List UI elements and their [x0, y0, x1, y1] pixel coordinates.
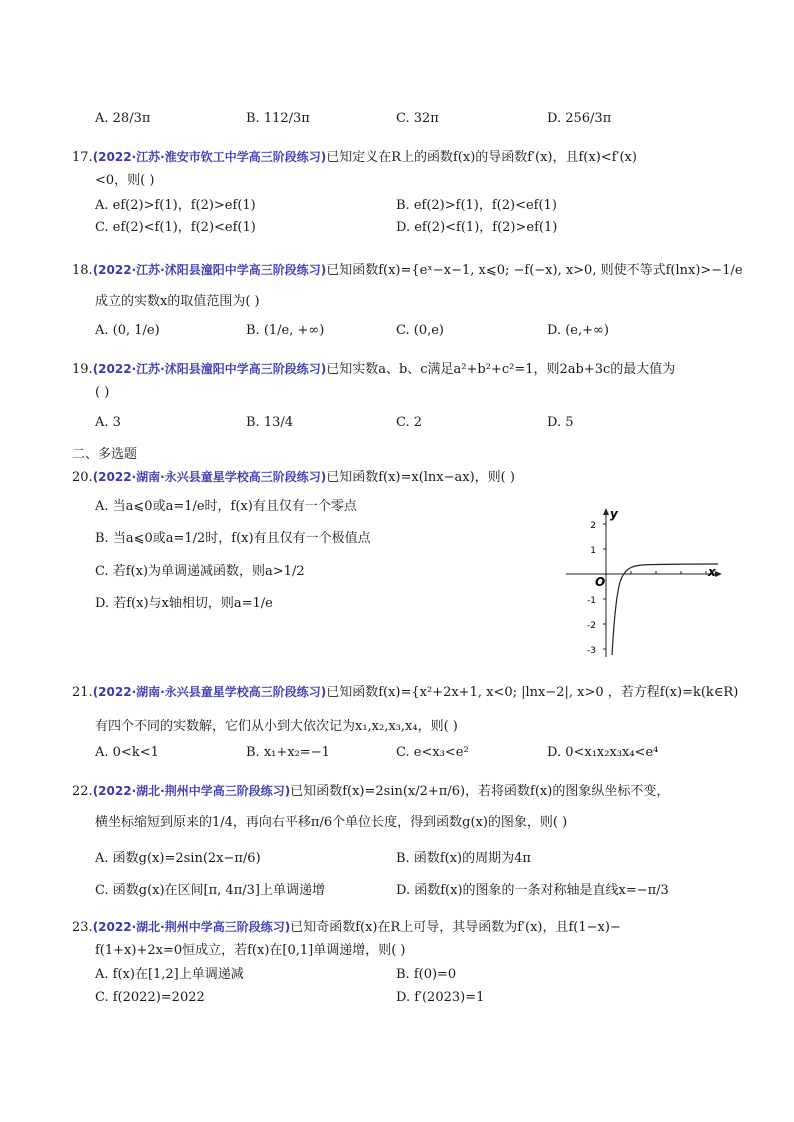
option-c: C. 若f(x)为单调递减函数，则a>1/2 — [95, 564, 305, 579]
tick-label: -3 — [587, 646, 596, 656]
question-22-line2: 横坐标缩短到原来的1/4，再向右平移π/6个单位长度，得到函数g(x)的图象，则( ) — [95, 815, 568, 830]
question-21-line2: 有四个不同的实数解，它们从小到大依次记为x₁,x₂,x₃,x₄，则( ) — [95, 719, 458, 734]
question-source: (2022·江苏·淮安市钦工中学高三阶段练习) — [92, 150, 327, 164]
question-number: 19. — [72, 362, 93, 377]
question-21-line1 — [72, 683, 738, 702]
y-axis-label: y — [610, 507, 618, 521]
question-19-line2: ( ) — [95, 385, 110, 400]
option-d: D. 函数f(x)的图象的一条对称轴是直线x=−π/3 — [396, 883, 669, 898]
question-source: (2022·湖北·荆州中学高三阶段练习) — [92, 920, 291, 934]
question-number: 22. — [72, 784, 93, 799]
option-b: B. (1/e, +∞) — [246, 323, 325, 338]
question-text: 已知奇函数f(x)在R上可导，其导函数为f′(x)，且f(1−x)− — [290, 920, 621, 935]
question-number: 17. — [72, 150, 93, 165]
question-22-line1 — [72, 782, 669, 801]
question-20-line1 — [72, 468, 515, 487]
option-b: B. 当a⩽0或a=1/2时，f(x)有且仅有一个极值点 — [95, 531, 371, 546]
function-curve — [612, 564, 718, 655]
tick-label: -2 — [587, 621, 596, 631]
option-d: D. f′(2023)=1 — [396, 990, 485, 1005]
tick-label: -1 — [587, 596, 596, 606]
option-d: D. 0<x₁x₂x₃x₄<e⁴ — [547, 745, 659, 760]
option-c: C. ef(2)<f(1)，f(2)<ef(1) — [95, 220, 256, 235]
option-a: A. 3 — [95, 415, 121, 430]
question-text: 已知定义在R上的函数f(x)的导函数f′(x)，且f(x)<f′(x) — [326, 150, 637, 165]
x-axis-label: x — [708, 565, 716, 579]
question-source: (2022·江苏·沭阳县潼阳中学高三阶段练习) — [92, 263, 327, 277]
option-c: C. e<x₃<e² — [396, 745, 469, 760]
tick-label: 2 — [590, 521, 596, 531]
option-d: D. 256/3π — [547, 111, 612, 126]
option-c: C. 函数g(x)在区间[π, 4π/3]上单调递增 — [95, 883, 325, 898]
tick-label: 1 — [590, 546, 596, 556]
option-d: D. 5 — [547, 415, 574, 430]
question-23-line1 — [72, 918, 621, 937]
question-text: 已知函数f(x)={eˣ−x−1, x⩽0; −f(−x), x>0, 则使不等式f(lnx)>−1/e — [326, 263, 743, 278]
question-23-line2: f(1+x)+2x=0恒成立，若f(x)在[0,1]单调递增，则( ) — [95, 943, 406, 958]
option-b: B. 函数f(x)的周期为4π — [396, 851, 531, 866]
option-b: B. ef(2)>f(1)，f(2)<ef(1) — [396, 198, 557, 213]
question-17-line1 — [72, 148, 637, 167]
option-a: A. 函数g(x)=2sin(2x−π/6) — [95, 851, 261, 866]
origin-label: O — [595, 575, 606, 589]
option-a: A. ef(2)>f(1)，f(2)>ef(1) — [95, 198, 256, 213]
question-17-line2: <0，则( ) — [95, 173, 155, 188]
option-a: A. (0, 1/e) — [95, 323, 160, 338]
option-a: A. 0<k<1 — [95, 745, 159, 760]
function-graph — [558, 502, 728, 662]
option-c: C. f(2022)=2022 — [95, 990, 205, 1005]
question-source: (2022·湖北·荆州中学高三阶段练习) — [92, 784, 291, 798]
option-b: B. x₁+x₂=−1 — [246, 745, 330, 760]
option-d: D. 若f(x)与x轴相切，则a=1/e — [95, 596, 273, 611]
x-axis-arrow — [715, 571, 722, 577]
question-text: 已知实数a、b、c满足a²+b²+c²=1，则2ab+3c的最大值为 — [326, 362, 676, 377]
question-number: 20. — [72, 470, 93, 485]
question-number: 18. — [72, 263, 93, 278]
option-c: C. (0,e) — [396, 323, 444, 338]
option-a: A. f(x)在[1,2]上单调递减 — [95, 967, 244, 982]
question-18-line2: 成立的实数x的取值范围为( ) — [95, 294, 260, 309]
question-text: 已知函数f(x)=x(lnx−ax)，则( ) — [326, 470, 515, 485]
question-number: 21. — [72, 685, 93, 700]
question-text: 已知函数f(x)=2sin(x/2+π/6)，若将函数f(x)的图象纵坐标不变， — [290, 784, 670, 799]
question-text: 已知函数f(x)={x²+2x+1, x<0; |lnx−2|, x>0 ，若方程f(x)=k(k∈R) — [326, 685, 739, 700]
question-source: (2022·江苏·沭阳县潼阳中学高三阶段练习) — [92, 362, 327, 376]
option-d: D. (e,+∞) — [547, 323, 609, 338]
option-a: A. 28/3π — [95, 111, 151, 126]
question-number: 23. — [72, 920, 93, 935]
option-c: C. 2 — [396, 415, 423, 430]
option-b: B. f(0)=0 — [396, 967, 457, 982]
question-source: (2022·湖南·永兴县童星学校高三阶段练习) — [92, 685, 327, 699]
section-heading: 二、多选题 — [72, 447, 138, 462]
option-d: D. ef(2)<f(1)，f(2)>ef(1) — [396, 220, 558, 235]
question-18-line1 — [72, 261, 743, 280]
option-c: C. 32π — [396, 111, 439, 126]
option-b: B. 112/3π — [246, 111, 310, 126]
option-b: B. 13/4 — [246, 415, 294, 430]
option-a: A. 当a⩽0或a=1/e时，f(x)有且仅有一个零点 — [95, 499, 357, 514]
y-axis-arrow — [603, 508, 609, 515]
question-19-line1 — [72, 360, 675, 379]
question-source: (2022·湖南·永兴县童星学校高三阶段练习) — [92, 470, 327, 484]
